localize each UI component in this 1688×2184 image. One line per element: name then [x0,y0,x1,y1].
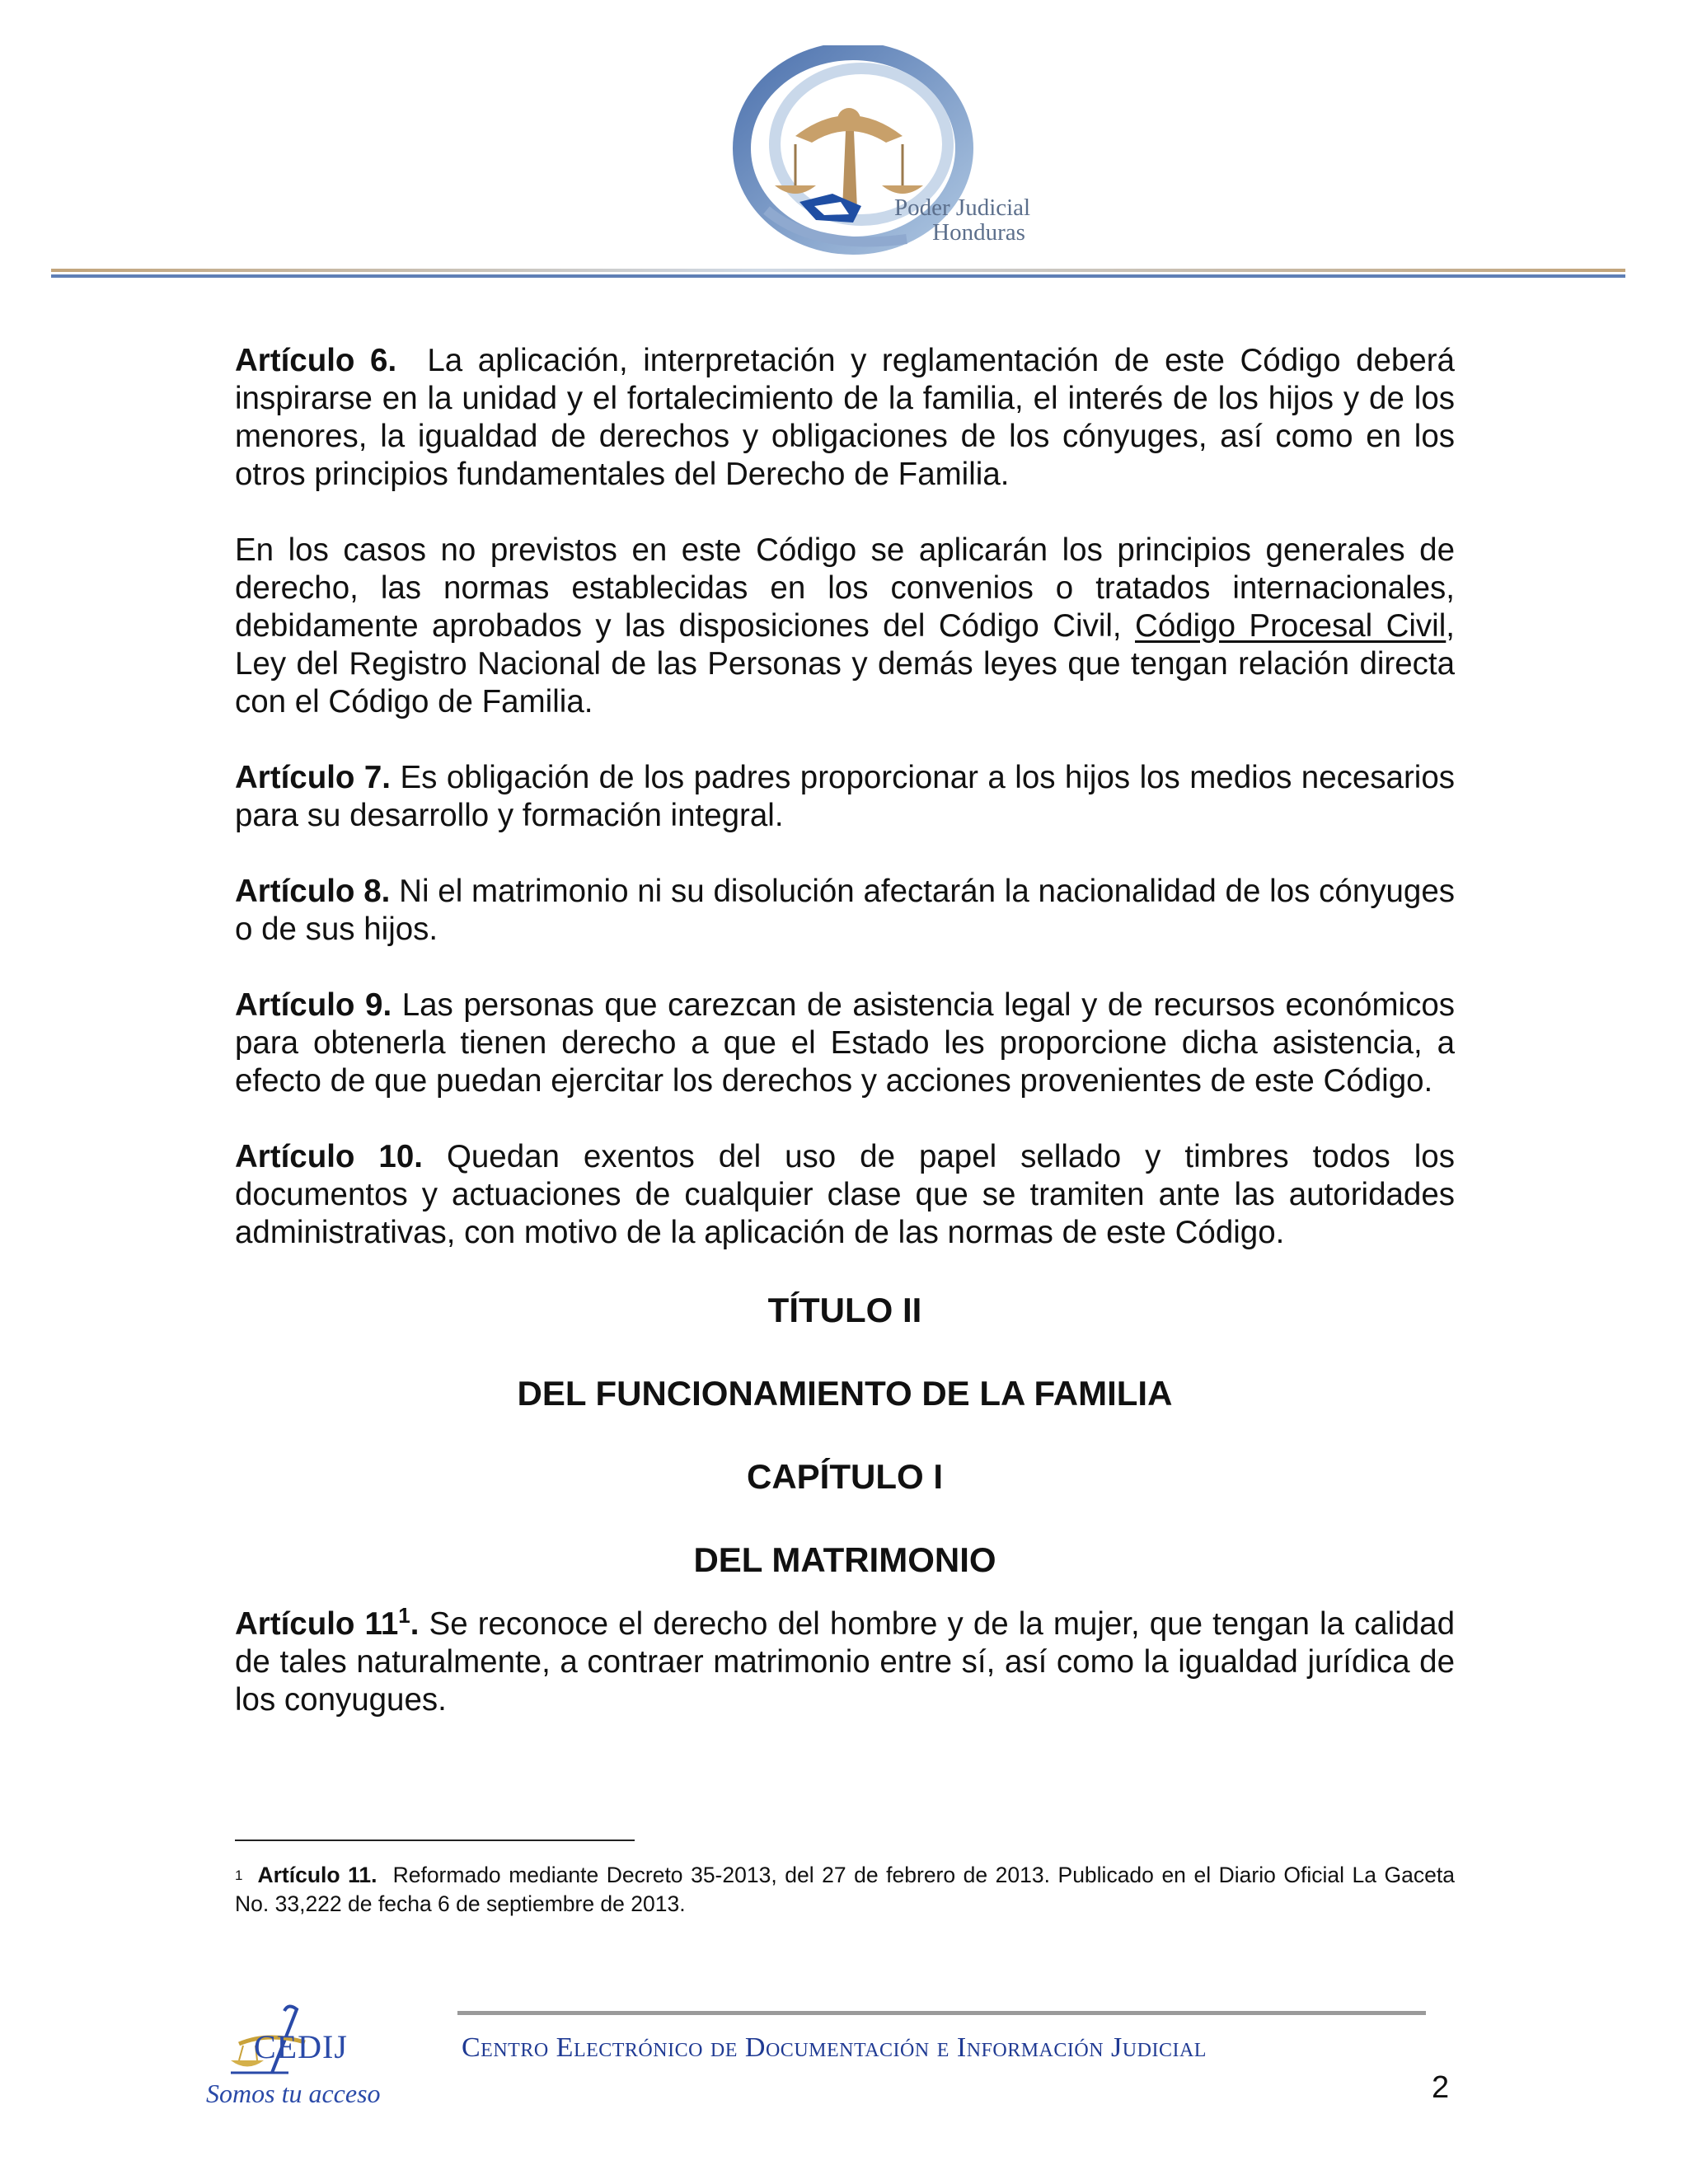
article-8-label: Artículo 8. [235,874,391,909]
capitulo-heading: CAPÍTULO I [747,1457,943,1496]
article-8-text: Ni el matrimonio ni su disolución afectarán la nacionalidad de los cónyuges o de sus hijos. [235,874,1455,947]
article-8 [235,873,1455,949]
logo-line-2: Honduras [932,219,1025,246]
article-11-text: Se reconoce el derecho del hombre y de la mujer, que tengan la calidad de tales naturalmente, a contraer matrimonio entre sí, así como la igualdad jurídica de los conyugues. [235,1606,1455,1718]
footnote-reference[interactable]: 1 [398,1603,410,1629]
logo-caption [894,195,1030,245]
footnote-label: Artículo 11. [257,1863,377,1887]
footnote [235,1861,1455,1919]
header-divider [51,268,1625,279]
capitulo-name-heading: DEL MATRIMONIO [693,1540,996,1579]
footnote-text: Reformado mediante Decreto 35-2013, del 27 de febrero de 2013. Publicado en el Diario Oficial La Gaceta No. 33,222 de fecha 6 de septiembre de 2013. [235,1863,1455,1916]
footer-institution: Centro Electrónico de Documentación e Información Judicial [462,2032,1207,2063]
article-7 [235,759,1455,835]
cedij-slogan: Somos tu acceso [206,2079,381,2108]
article-11 [235,1605,1455,1719]
article-6-label: Artículo 6. [235,343,397,378]
footnote-divider [235,1840,635,1841]
article-6-paragraph-2 [235,532,1455,721]
footer-divider [457,2011,1426,2015]
footnote-mark: 1 [235,1868,243,1883]
cedij-name: CEDIJ [254,2028,348,2065]
paragraph-2-before: En los casos no previstos en este Código se aplicarán los principios generales de derecho, las normas establecidas en los convenios o tratados internacionales, debidamente aprobados y las disposiciones del Código Civil, [235,532,1455,644]
article-9-label: Artículo 9. [235,987,392,1023]
logo-line-1: Poder Judicial [894,194,1031,221]
article-10-text: Quedan exentos del uso de papel sellado y timbres todos los documentos y actuaciones de cualquier clase que se tramiten ante las autoridades administrativas, con motivo de la aplicación de las normas de este Código. [235,1139,1455,1250]
article-9 [235,987,1455,1100]
article-9-text: Las personas que carezcan de asistencia legal y de recursos económicos para obtenerla tienen derecho a que el Estado les proporcione dicha asistencia, a efecto de que puedan ejercitar los derechos y acciones provenientes de este Código. [235,987,1455,1099]
document-body [235,342,1455,1719]
article-6 [235,342,1455,494]
article-7-label: Artículo 7. [235,760,392,795]
titulo-heading: TÍTULO II [767,1291,922,1329]
article-7-text: Es obligación de los padres proporcionar a los hijos los medios necesarios para su desarrollo y formación integral. [235,760,1455,833]
article-11-label: Artículo $11^1$. [235,1603,420,1642]
titulo-name-heading: DEL FUNCIONAMIENTO DE LA FAMILIA [517,1374,1173,1413]
codigo-procesal-civil-link[interactable]: Código Procesal Civil [1135,608,1447,644]
article-10 [235,1138,1455,1252]
article-6-text: La aplicación, interpretación y reglamentación de este Código deberá inspirarse en la unidad y el fortalecimiento de la familia, el interés de los hijos y de los menores, la igualdad de derechos y obligaciones de los cónyuges, así como en los otros principios fundamentales del Derecho de Familia. [235,343,1455,492]
page-number: 2 [1432,2070,1450,2105]
article-10-label: Artículo 10. [235,1139,423,1174]
paragraph-2-after: , Ley del Registro Nacional de las Personas y demás leyes que tengan relación directa con el Código de Familia. [235,608,1455,719]
